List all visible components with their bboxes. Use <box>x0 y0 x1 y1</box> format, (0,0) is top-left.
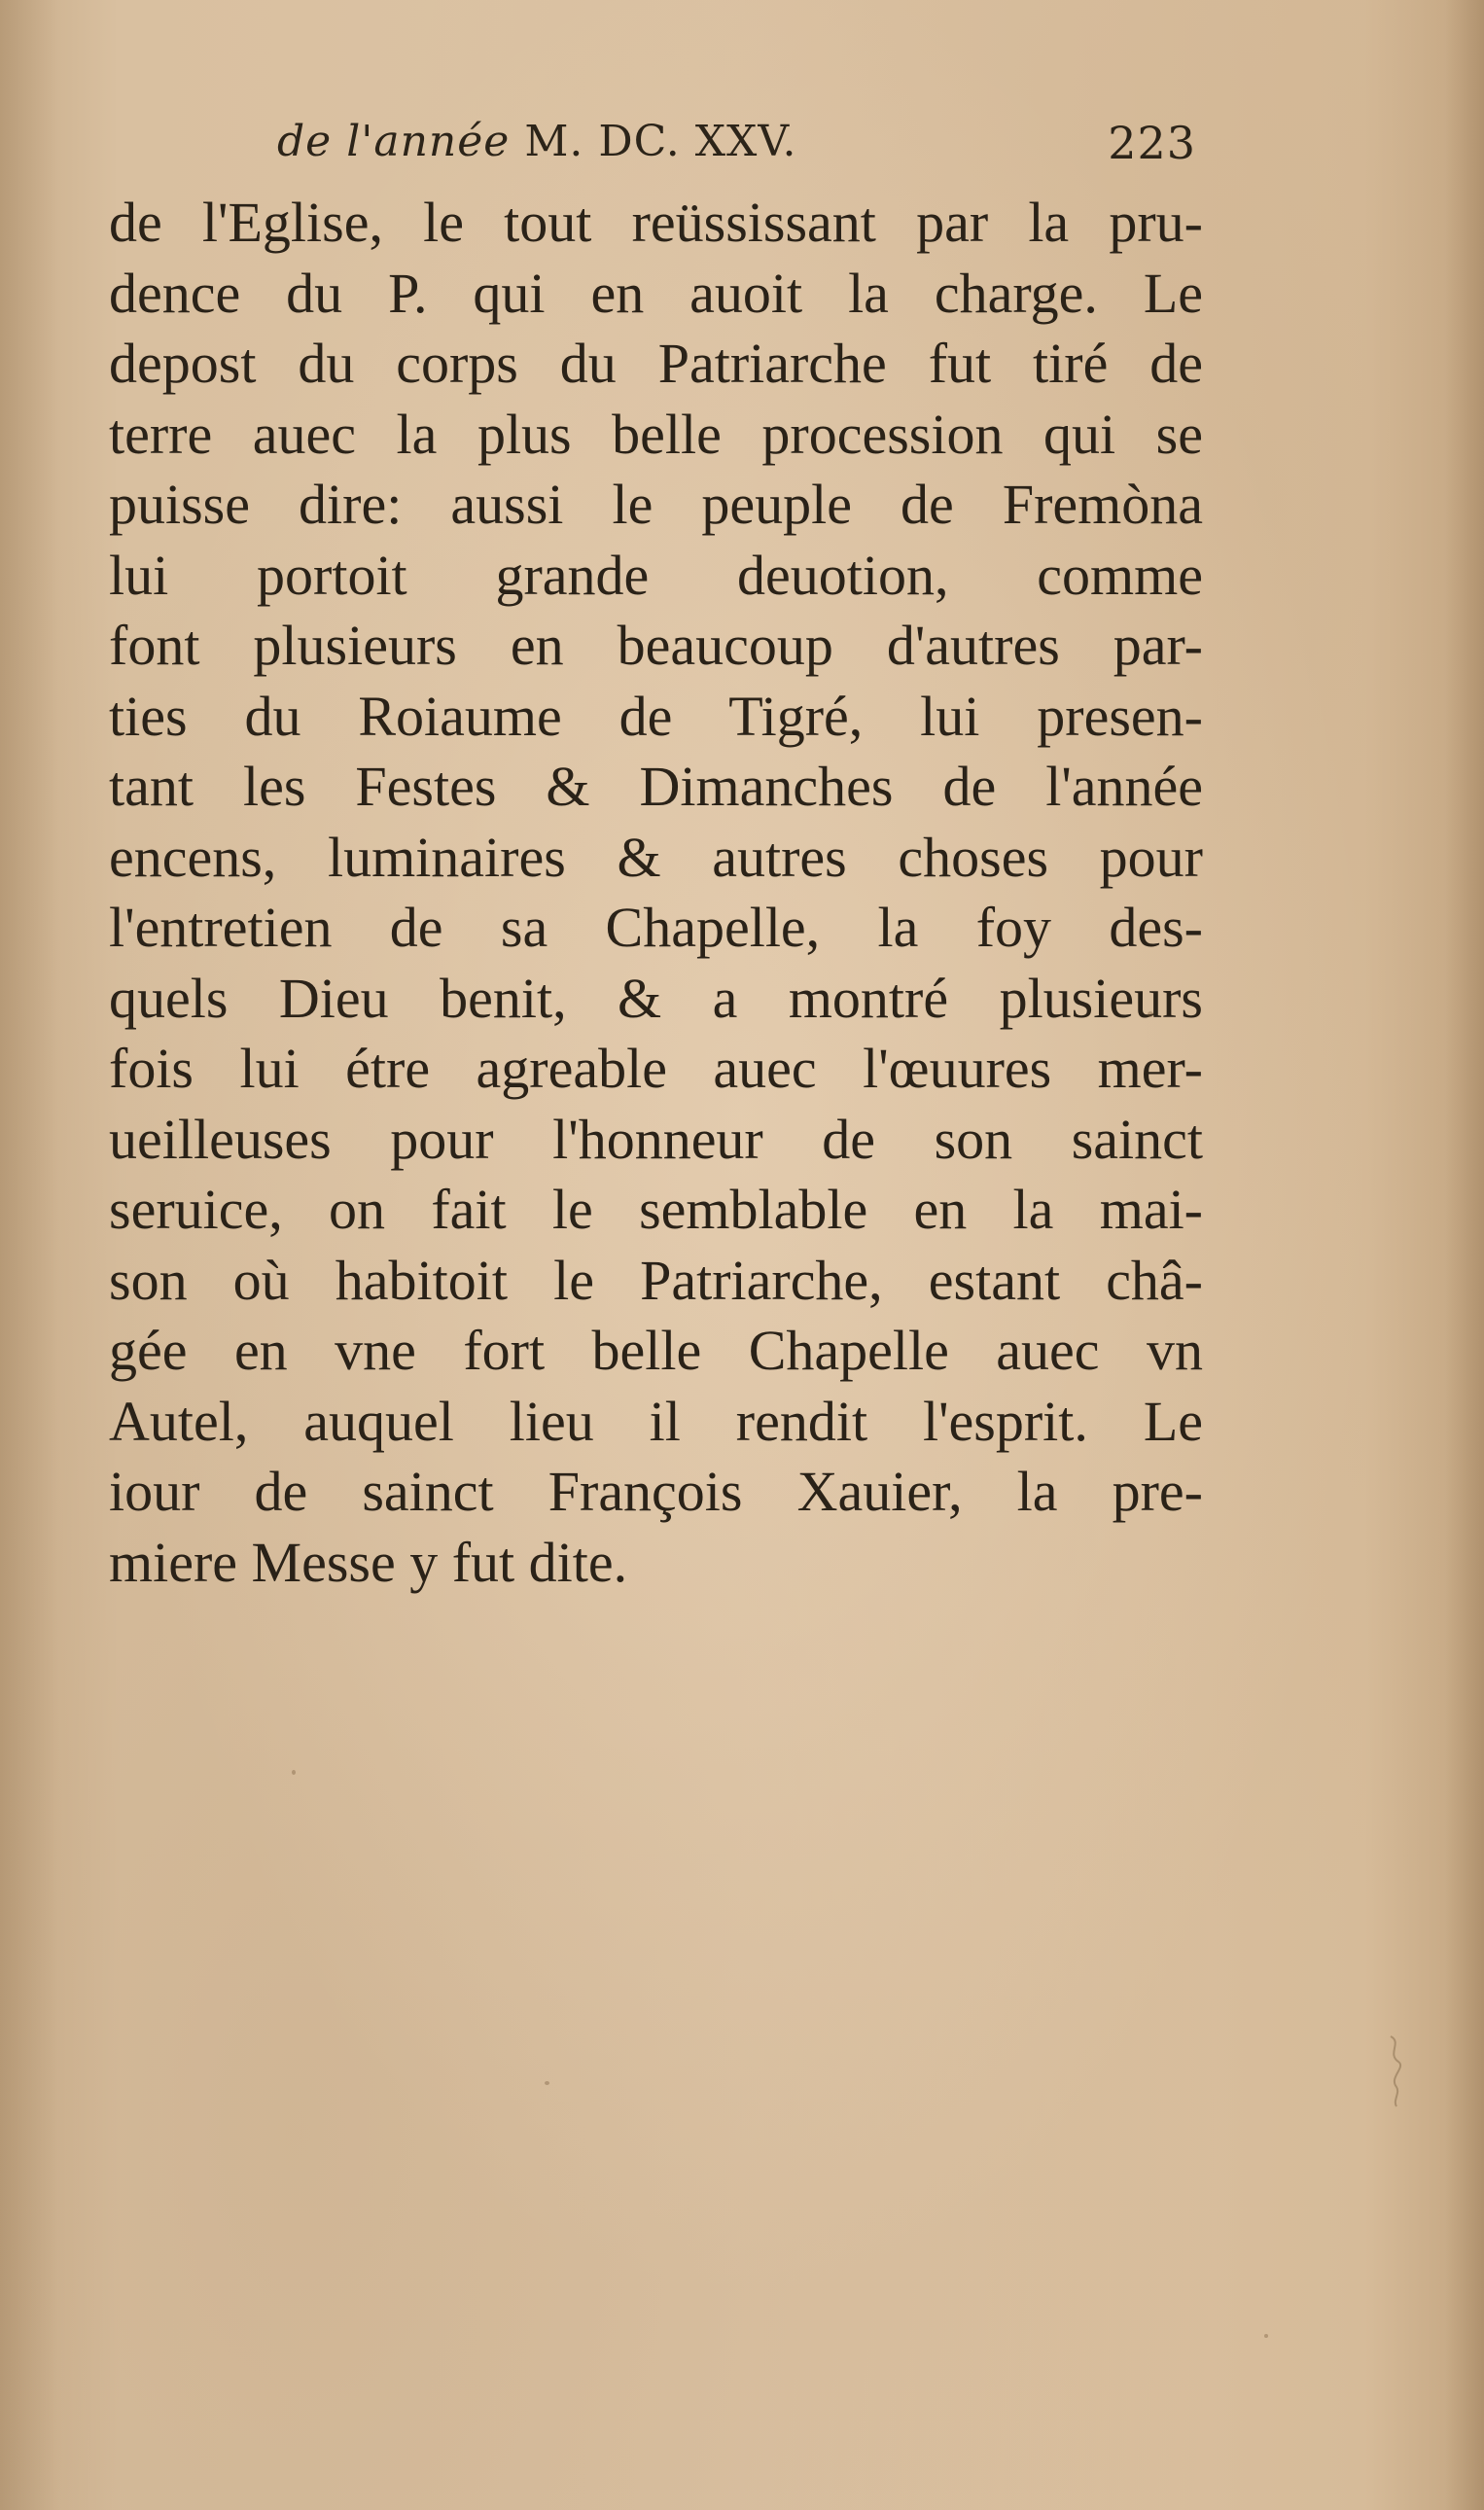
paper-speck <box>1148 1011 1153 1017</box>
page-edge-shadow <box>1445 0 1484 2510</box>
paper-speck <box>1264 2334 1268 2338</box>
paper-speck <box>545 2081 549 2085</box>
text-line: ueilleuses pour l'honneur de son sainct <box>109 1107 1203 1171</box>
text-line: seruice, on fait le semblable en la mai- <box>109 1178 1203 1241</box>
text-line: depost du corps du Patriarche fut tiré de <box>109 332 1203 395</box>
text-line: terre auec la plus belle procession qui se <box>109 402 1203 466</box>
running-head-title <box>277 117 796 166</box>
text-line: iour de sainct François Xauier, la pre- <box>109 1460 1203 1523</box>
running-head <box>107 117 1196 175</box>
text-line: son où habitoit le Patriarche, estant châ- <box>109 1248 1203 1312</box>
running-head-italic: de l'année <box>277 117 511 166</box>
text-line: lui portoit grande deuotion, comme <box>109 543 1203 607</box>
text-line: quels Dieu benit, & a montré plusieurs <box>109 966 1203 1030</box>
running-head-year: M. DC. XXV. <box>524 117 797 166</box>
text-line: puisse dire: aussi le peuple de Fremòna <box>109 473 1203 536</box>
text-line: tant les Festes & Dimanches de l'année <box>109 755 1203 818</box>
gutter-shadow <box>0 0 58 2510</box>
text-line: gée en vne fort belle Chapelle auec vn <box>109 1319 1203 1382</box>
text-line: encens, luminaires & autres choses pour <box>109 825 1203 889</box>
text-line: Autel, auquel lieu il rendit l'esprit. Le <box>109 1389 1203 1453</box>
text-line: miere Messe y fut dite. <box>109 1530 628 1594</box>
text-line: l'entretien de sa Chapelle, la foy des- <box>109 896 1203 959</box>
margin-ink-mark <box>1383 2033 1412 2110</box>
text-line: dence du P. qui en auoit la charge. Le <box>109 261 1203 325</box>
body-text <box>109 188 1203 1598</box>
text-line: de l'Eglise, le tout reüssissant par la pru- <box>109 191 1203 254</box>
paper-speck <box>292 1770 296 1775</box>
page-number: 223 <box>1108 117 1196 169</box>
text-line: font plusieurs en beaucoup d'autres par- <box>109 614 1203 677</box>
text-line: ties du Roiaume de Tigré, lui presen- <box>109 684 1203 748</box>
text-line: fois lui étre agreable auec l'œuures mer- <box>109 1037 1203 1100</box>
